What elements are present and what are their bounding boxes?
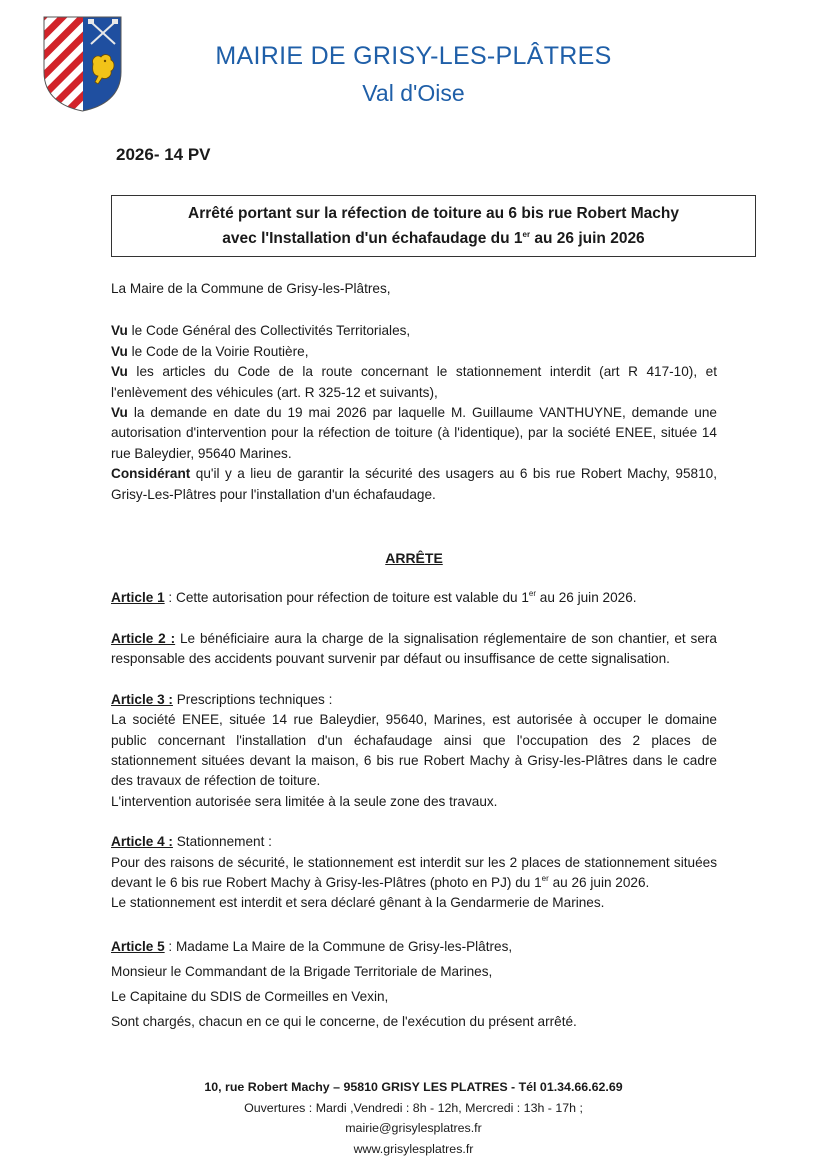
footer-hours: Ouvertures : Mardi ,Vendredi : 8h - 12h, Mercredi : 13h - 17h ;: [244, 1100, 583, 1115]
considerant-item: [111, 464, 717, 505]
article-4-head: [111, 832, 717, 852]
article-2-text: Le bénéficiaire aura la charge de la signalisation réglementaire de son chantier, et sera responsable des accidents pouvant survenir par défaut ou insuffisance de cette signalisation.: [111, 630, 717, 667]
vu-item: [111, 342, 717, 362]
article-4-p1: [111, 853, 717, 894]
article-2: [111, 629, 717, 670]
vu-lead: Vu: [111, 405, 128, 421]
vu-item: [111, 362, 717, 403]
article-4-p2: Le stationnement est interdit et sera déclaré gênant à la Gendarmerie de Marines.: [111, 895, 605, 911]
document-body: [111, 279, 717, 1034]
title-line2-end: au 26 juin 2026: [530, 230, 645, 247]
vu-lead: Vu: [111, 323, 128, 339]
article-4-text: Pour des raisons de sécurité, le stationnement est interdit sur les 2 places de stationnement situées devant le 6 bis rue Robert Machy à Grisy-les-Plâtres (photo en PJ) du 1: [111, 854, 717, 890]
vu-text: le Code Général des Collectivités Territoriales,: [127, 323, 411, 339]
footer: [0, 1077, 827, 1159]
vu-item: [111, 321, 717, 341]
considerant-lead: Considérant: [111, 466, 191, 482]
article-4-heading: Stationnement :: [172, 834, 272, 850]
article-4-end: au 26 juin 2026.: [548, 874, 650, 890]
vu-list: [111, 321, 717, 505]
intro-line: La Maire de la Commune de Grisy-les-Plâtres,: [111, 281, 391, 296]
article-5-line3: Le Capitaine du SDIS de Cormeilles en Vexin,: [111, 988, 389, 1004]
vu-item: [111, 403, 717, 464]
arrete-title-box: [111, 195, 756, 257]
footer-website[interactable]: www.grisylesplatres.fr: [353, 1141, 474, 1156]
vu-lead: Vu: [111, 364, 128, 380]
article-1-sup: er: [528, 589, 537, 599]
article-1-label: Article 1: [111, 590, 165, 606]
article-3-label: Article 3 :: [111, 691, 173, 707]
vu-text: la demande en date du 19 mai 2026 par laquelle M. Guillaume VANTHUYNE, demande une autorisation d'intervention pour la réfection de toiture (à l'identique), par la société ENEE, située 14 rue Baleydier, 95640 Marines.: [111, 405, 717, 461]
considerant-text: qu'il y a lieu de garantir la sécurité des usagers au 6 bis rue Robert Machy, 95810, Grisy-Les-Plâtres pour l'installation d'un échafaudage.: [111, 466, 717, 502]
article-3-p1: La société ENEE, située 14 rue Baleydier, 95640, Marines, est autorisée à occuper le domaine public concernant l'installation d'un échafaudage ainsi que l'occupation des 2 places de stationnement situées devant la maison, 6 bis rue Robert Machy à Grisy-les-Plâtres dans le cadre des travaux de réfection de toiture.: [111, 712, 717, 789]
arrete-title-line1: Arrêté portant sur la réfection de toiture au 6 bis rue Robert Machy: [188, 205, 679, 222]
footer-email[interactable]: mairie@grisylesplatres.fr: [345, 1121, 482, 1135]
mairie-title: MAIRIE DE GRISY-LES-PLÂTRES: [215, 42, 612, 70]
article-5-line1: [111, 934, 717, 959]
article-5-text: : Madame La Maire de la Commune de Grisy-les-Plâtres,: [164, 938, 513, 954]
arrete-title-line2: [112, 226, 755, 251]
article-4-sup: er: [541, 873, 549, 883]
article-3-p2: L'intervention autorisée sera limitée à la seule zone des travaux.: [111, 793, 498, 809]
article-3-head: [111, 690, 717, 710]
footer-address: 10, rue Robert Machy – 95810 GRISY LES PLATRES - Tél 01.34.66.62.69: [204, 1080, 623, 1094]
article-5-line2: Monsieur le Commandant de la Brigade Territoriale de Marines,: [111, 963, 493, 979]
article-5-label: Article 5: [111, 938, 165, 954]
title-line2-sup: er: [522, 230, 531, 239]
article-4-label: Article 4 :: [111, 834, 173, 850]
title-line2-text: avec l'Installation d'un échafaudage du 1: [222, 230, 523, 247]
article-1: [111, 588, 717, 608]
article-5: [111, 934, 717, 1034]
department-subtitle: Val d'Oise: [362, 80, 465, 106]
article-3-heading: Prescriptions techniques :: [172, 691, 333, 707]
vu-text: le Code de la Voirie Routière,: [127, 343, 309, 359]
article-2-label: Article 2 :: [111, 630, 176, 646]
article-1-sep: :: [164, 590, 176, 606]
article-1-end: au 26 juin 2026.: [536, 590, 637, 606]
article-1-text: Cette autorisation pour réfection de toiture est valable du 1: [176, 590, 529, 606]
arrete-heading: ARRÊTE: [385, 550, 443, 567]
article-5-line4: Sont chargés, chacun en ce qui le concerne, de l'exécution du présent arrêté.: [111, 1013, 577, 1029]
vu-text: les articles du Code de la route concernant le stationnement interdit (art R 417-10), et l'enlèvement des véhicules (art. R 325-12 et suivants),: [111, 364, 717, 400]
vu-lead: Vu: [111, 343, 128, 359]
document-reference: 2026- 14 PV: [116, 145, 211, 164]
